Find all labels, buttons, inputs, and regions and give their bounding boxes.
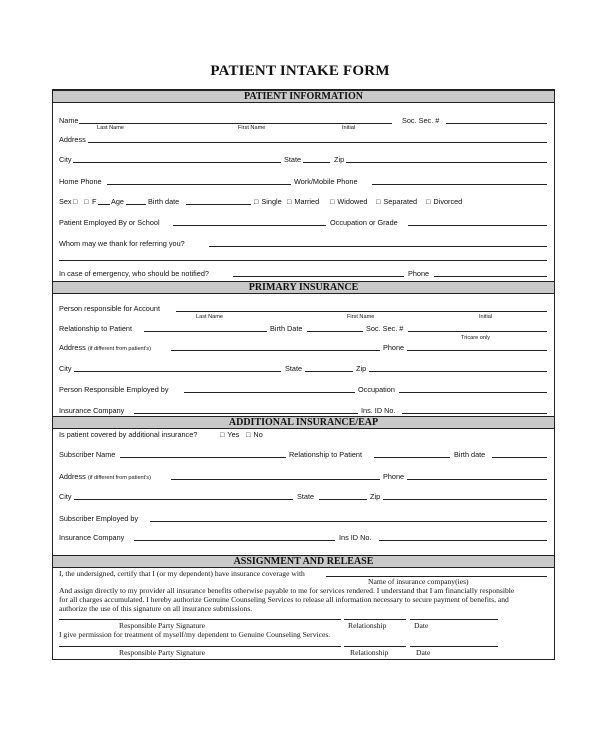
label-address — [59, 472, 151, 483]
section-header-assignment-release: ASSIGNMENT AND RELEASE — [53, 555, 554, 568]
sublabel-relationship-1: Relationship — [348, 621, 387, 630]
field-zip[interactable] — [346, 162, 547, 163]
field-birth-date[interactable] — [492, 457, 547, 458]
assignment-line3: for all charges accumulated. I hereby authorize Genuine Counseling Services to release all information necessary to secure payment of benefits, and — [59, 595, 509, 604]
label-zip: Zip — [334, 155, 345, 164]
label-address-note: (if different from patient's) — [87, 475, 151, 481]
label-sex-f: F — [92, 197, 97, 206]
label-address — [59, 343, 151, 354]
checkbox-glyph: □ — [287, 197, 292, 206]
checkbox-separated[interactable] — [376, 197, 417, 206]
label-city: City — [59, 155, 72, 164]
label-covered: Is patient covered by additional insurance? — [59, 430, 198, 439]
field-signature-1[interactable] — [59, 619, 341, 620]
label-zip: Zip — [370, 492, 381, 501]
label-ins-company: Insurance Company — [59, 406, 125, 415]
field-birth-date[interactable] — [307, 331, 363, 332]
label-address-text: Address — [59, 343, 86, 352]
sublabel-signature-1: Responsible Party Signature — [119, 621, 206, 630]
field-emergency-phone[interactable] — [434, 276, 547, 277]
field-relationship[interactable] — [374, 457, 450, 458]
label-address: Address — [59, 135, 86, 144]
label-ins-company: Insurance Company — [59, 533, 125, 542]
label-employed: Person Responsible Employed by — [59, 385, 169, 394]
field-phone[interactable] — [407, 479, 547, 480]
assignment-line1: I, the undersigned, certify that I (or my dependent) have insurance coverage with — [59, 569, 305, 578]
checkbox-sex-m[interactable]: □ — [73, 197, 78, 206]
field-relationship-1[interactable] — [344, 619, 406, 620]
label-birth-date: Birth Date — [270, 324, 303, 333]
field-home-phone[interactable] — [107, 184, 291, 185]
field-city[interactable] — [74, 499, 293, 500]
field-occupation-grade[interactable] — [408, 225, 547, 226]
field-relationship[interactable] — [144, 331, 267, 332]
checkbox-glyph: □ — [376, 197, 381, 206]
field-employed[interactable] — [150, 521, 547, 522]
section-header-primary-insurance: PRIMARY INSURANCE — [53, 281, 554, 294]
field-employed-school[interactable] — [173, 225, 326, 226]
label-ins-no: Ins. ID No. — [361, 406, 396, 415]
label-sex: Sex — [59, 197, 72, 206]
option-yes: Yes — [227, 430, 240, 439]
field-ssn[interactable] — [408, 331, 547, 332]
field-state[interactable] — [319, 499, 367, 500]
label-employed-school: Patient Employed By or School — [59, 218, 160, 227]
checkbox-glyph: □ — [330, 197, 335, 206]
field-employed[interactable] — [184, 392, 355, 393]
checkbox-glyph: □ — [254, 197, 259, 206]
label-city: City — [59, 364, 72, 373]
form-title: PATIENT INTAKE FORM — [210, 63, 390, 79]
option-widowed: Widowed — [337, 197, 368, 206]
sublabel-initial: Initial — [342, 125, 356, 131]
label-birth-date: Birth date — [148, 197, 180, 206]
checkbox-yes[interactable] — [220, 430, 239, 439]
field-date-2[interactable] — [410, 646, 498, 647]
checkbox-single[interactable] — [254, 197, 282, 206]
label-age: Age — [111, 197, 124, 206]
option-married: Married — [294, 197, 320, 206]
sublabel-date-2: Date — [416, 648, 431, 657]
field-state[interactable] — [303, 162, 330, 163]
option-separated: Separated — [383, 197, 418, 206]
label-state: State — [284, 155, 302, 164]
assignment-permission: I give permission for treatment of myself/my dependent to Genuine Counseling Services. — [59, 630, 331, 639]
field-ins-no[interactable] — [402, 413, 547, 414]
assignment-line2: And assign directly to my provider all insurance benefits otherwise payable to me for services rendered. I understand that I am financially responsible — [59, 586, 515, 595]
checkbox-no[interactable] — [246, 430, 263, 439]
label-phone: Phone — [383, 343, 405, 352]
field-city[interactable] — [74, 371, 281, 372]
section-header-additional-insurance: ADDITIONAL INSURANCE/EAP — [53, 416, 554, 429]
sublabel-date-1: Date — [414, 621, 429, 630]
field-ins-company[interactable] — [134, 413, 358, 414]
field-signature-2[interactable] — [59, 646, 341, 647]
field-date-1[interactable] — [410, 619, 498, 620]
field-ins-no[interactable] — [379, 540, 547, 541]
label-occupation-grade: Occupation or Grade — [330, 218, 398, 227]
field-relationship-2[interactable] — [344, 646, 406, 647]
label-home-phone: Home Phone — [59, 177, 102, 186]
label-address-note: (if different from patient's) — [87, 346, 151, 352]
label-ins-no: Ins ID No. — [339, 533, 372, 542]
label-relationship: Relationship to Patient — [289, 450, 363, 459]
field-age-value[interactable] — [126, 204, 146, 205]
sublabel-relationship-2: Relationship — [350, 648, 389, 657]
sublabel-insurance-names: Name of insurance company(ies) — [368, 577, 469, 586]
label-emergency: In case of emergency, who should be notified? — [59, 269, 209, 278]
field-ins-company[interactable] — [134, 540, 335, 541]
field-state[interactable] — [305, 371, 353, 372]
label-birth-date: Birth date — [454, 450, 486, 459]
sublabel-signature-2: Responsible Party Signature — [119, 648, 206, 657]
field-address[interactable] — [88, 142, 547, 143]
checkbox-married[interactable] — [287, 197, 319, 206]
label-responsible: Person responsible for Account — [59, 304, 160, 313]
field-age[interactable] — [98, 204, 110, 205]
sublabel-first-name: First Name — [347, 314, 375, 320]
option-divorced: Divorced — [433, 197, 463, 206]
sublabel-last-name: Last Name — [97, 125, 125, 131]
checkbox-glyph: □ — [426, 197, 431, 206]
label-work-phone: Work/Mobile Phone — [294, 177, 358, 186]
sublabel-tricare: Tricare only — [461, 335, 491, 341]
field-birth-date[interactable] — [186, 204, 251, 205]
field-referral[interactable] — [209, 246, 547, 247]
label-state: State — [297, 492, 315, 501]
checkbox-widowed[interactable] — [330, 197, 367, 206]
label-occupation: Occupation — [358, 385, 395, 394]
field-phone[interactable] — [407, 350, 547, 351]
field-occupation[interactable] — [399, 392, 547, 393]
label-employed: Subscriber Employed by — [59, 514, 139, 523]
sublabel-initial: Initial — [479, 314, 493, 320]
label-relationship: Relationship to Patient — [59, 324, 133, 333]
label-ssn: Soc. Sec. # — [402, 116, 440, 125]
sublabel-first-name: First Name — [238, 125, 266, 131]
option-no: No — [253, 430, 263, 439]
field-address[interactable] — [171, 479, 380, 480]
label-emergency-phone: Phone — [408, 269, 430, 278]
field-work-phone[interactable] — [372, 184, 547, 185]
checkbox-glyph: □ — [220, 430, 225, 439]
label-name: Name — [59, 116, 79, 125]
checkbox-divorced[interactable] — [426, 197, 462, 206]
label-subscriber: Subscriber Name — [59, 450, 116, 459]
field-city[interactable] — [73, 162, 281, 163]
label-zip: Zip — [356, 364, 367, 373]
field-subscriber[interactable] — [120, 457, 286, 458]
checkbox-sex-f[interactable]: □ — [84, 197, 89, 206]
field-responsible[interactable] — [176, 311, 547, 312]
field-emergency[interactable] — [233, 276, 404, 277]
label-phone: Phone — [383, 472, 405, 481]
label-state: State — [285, 364, 303, 373]
field-ssn[interactable] — [446, 123, 547, 124]
assignment-line4: authorize the use of this signature on all insurance submissions. — [59, 604, 253, 613]
field-address[interactable] — [171, 350, 380, 351]
field-referral-line2[interactable] — [59, 260, 547, 261]
checkbox-glyph: □ — [246, 430, 251, 439]
label-ssn: Soc. Sec. # — [366, 324, 404, 333]
field-zip[interactable] — [369, 371, 547, 372]
sublabel-last-name: Last Name — [196, 314, 224, 320]
field-name[interactable] — [79, 123, 392, 124]
section-header-patient-information: PATIENT INFORMATION — [53, 90, 554, 103]
label-address-text: Address — [59, 472, 86, 481]
option-single: Single — [261, 197, 282, 206]
label-referral: Whom may we thank for referring you? — [59, 239, 185, 248]
label-city: City — [59, 492, 72, 501]
field-zip[interactable] — [383, 499, 547, 500]
